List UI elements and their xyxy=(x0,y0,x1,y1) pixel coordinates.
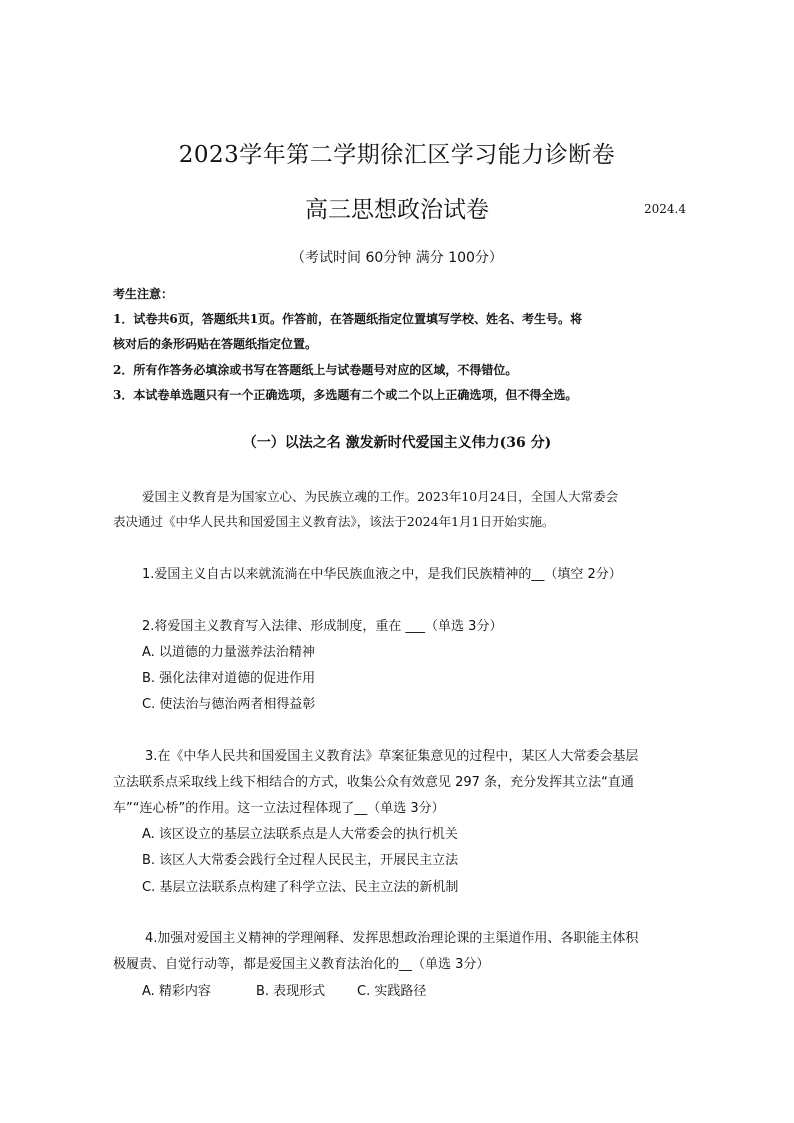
question-2-option-b: B. 强化法律对道德的促进作用 xyxy=(142,671,316,686)
question-3-line-1: 3.在《中华人民共和国爱国主义教育法》草案征集意见的过程中，某区人大常委会基层 xyxy=(145,749,639,764)
section-intro-line-2: 表决通过《中华人民共和国爱国主义教育法》，该法于2024年1月1日开始实施。 xyxy=(113,514,555,529)
question-3-option-b: B. 该区人大常委会践行全过程人民民主，开展民主立法 xyxy=(142,853,459,868)
question-4-option-b: B. 表现形式 xyxy=(256,984,326,999)
question-2-option-c: C. 使法治与德治两者相得益彰 xyxy=(142,697,316,712)
question-1: 1.爱国主义自古以来就流淌在中华民族血液之中，是我们民族精神的__（填空 2分） xyxy=(142,567,622,582)
section-intro-line-1: 爱国主义教育是为国家立心、为民族立魂的工作。2023年10月24日，全国人大常委会 xyxy=(142,489,619,504)
exam-subtitle: 高三思想政治试卷 xyxy=(305,197,489,223)
notice-item-3: 3．本试卷单选题只有一个正确选项，多选题有二个或二个以上正确选项，但不得全选。 xyxy=(113,388,578,402)
question-3-option-a: A. 该区设立的基层立法联系点是人大常委会的执行机关 xyxy=(142,827,458,842)
notice-item-2: 2．所有作答务必填涂或书写在答题纸上与试卷题号对应的区域，不得错位。 xyxy=(113,363,518,377)
exam-date: 2024.4 xyxy=(644,202,686,216)
notice-item-1-line-1: 1．试卷共6页，答题纸共1页。作答前，在答题纸指定位置填写学校、姓名、考生号。将 xyxy=(113,312,583,326)
exam-time-note: （考试时间 60分钟 满分 100分） xyxy=(291,250,503,266)
section-title: （一）以法之名 激发新时代爱国主义伟力(36 分) xyxy=(242,435,552,451)
notice-heading: 考生注意： xyxy=(113,287,174,301)
question-3-line-3: 车”“连心桥”的作用。这一立法过程体现了__（单选 3分） xyxy=(113,801,445,816)
question-4-line-2: 极履责、自觉行动等，都是爱国主义教育法治化的__（单选 3分） xyxy=(113,957,490,972)
question-3-line-2: 立法联系点采取线上线下相结合的方式，收集公众有效意见 297 条，充分发挥其立法“直通 xyxy=(113,775,634,790)
question-2: 2.将爱国主义教育写入法律、形成制度，重在 ___（单选 3分） xyxy=(142,619,503,634)
notice-item-1-line-2: 核对后的条形码贴在答题纸指定位置。 xyxy=(113,337,318,351)
question-3-option-c: C. 基层立法联系点构建了科学立法、民主立法的新机制 xyxy=(142,880,459,895)
exam-title: 2023学年第二学期徐汇区学习能力诊断卷 xyxy=(178,142,616,168)
question-4-line-1: 4.加强对爱国主义精神的学理阐释、发挥思想政治理论课的主渠道作用、各职能主体积 xyxy=(145,931,639,946)
question-4-option-c: C. 实践路径 xyxy=(357,984,427,999)
question-2-option-a: A. 以道德的力量滋养法治精神 xyxy=(142,645,315,660)
question-4-option-a: A. 精彩内容 xyxy=(142,984,211,999)
